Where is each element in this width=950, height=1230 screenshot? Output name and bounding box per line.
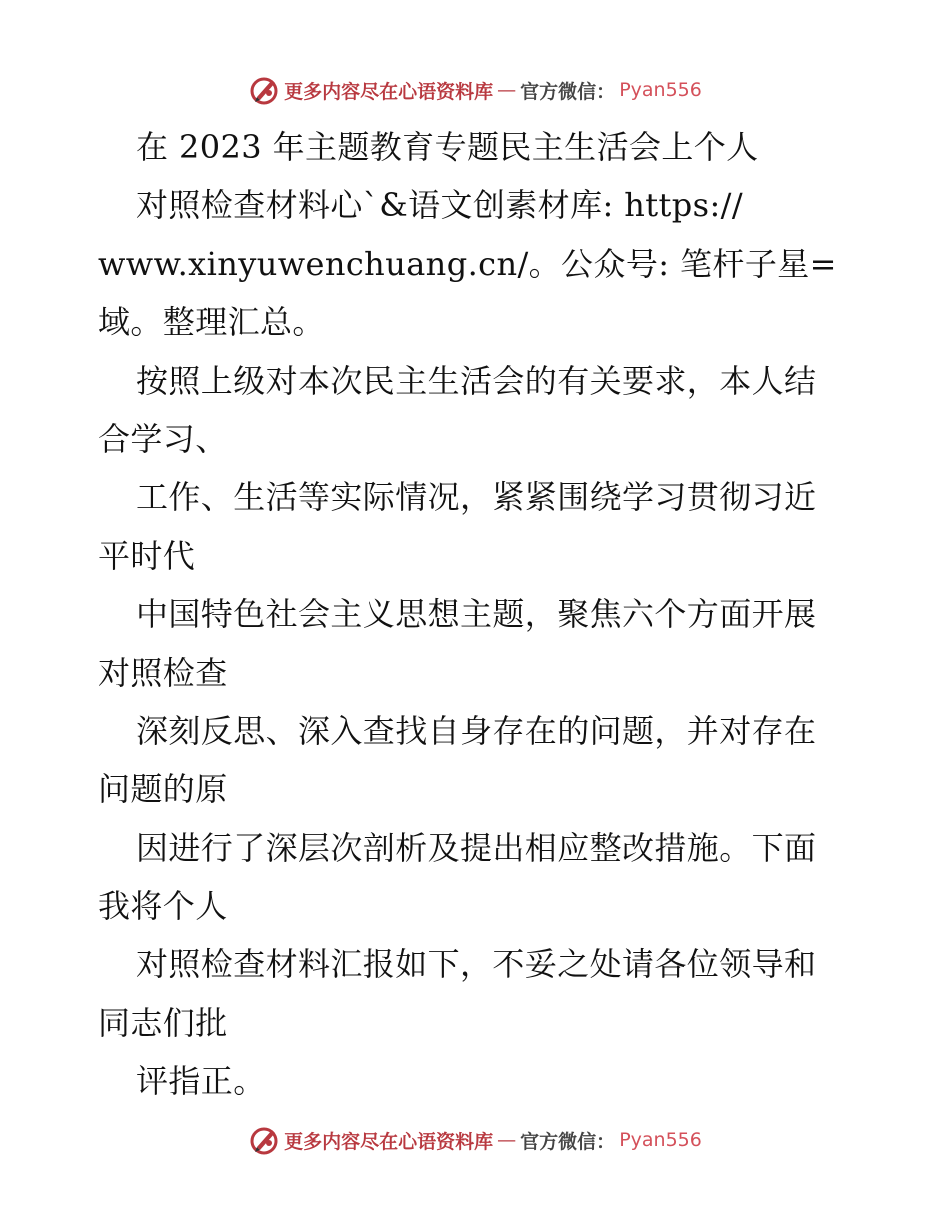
banner-wechat-id: Pyan556 [619, 79, 702, 101]
body-line: 按照上级对本次民主生活会的有关要求，本人结 [136, 361, 817, 400]
body-line: 域。整理汇总。 [98, 303, 325, 342]
banner-main-text: 更多内容尽在心语资料库 [284, 80, 494, 103]
body-line: 平时代 [98, 536, 196, 575]
banner-wechat-label: 官方微信： [520, 80, 616, 103]
body-line: 深刻反思、深入查找自身存在的问题，并对存在 [136, 711, 817, 750]
body-line: 对照检查材料汇报如下，不妥之处请各位领导和 [136, 945, 817, 984]
pen-logo-icon [248, 74, 280, 106]
pen-logo-icon [248, 1124, 280, 1156]
body-line: 合学习、 [98, 419, 228, 458]
body-line: 因进行了深层次剖析及提出相应整改措施。下面 [136, 828, 817, 867]
document-body [98, 118, 858, 1111]
body-line: 评指正。 [136, 1062, 266, 1101]
banner-separator: — [497, 79, 517, 101]
title-line-2: 对照检查材料心`&语文创素材库: https:// [136, 186, 744, 225]
banner-separator: — [497, 1129, 517, 1151]
body-line: 问题的原 [98, 770, 228, 809]
body-line: 工作、生活等实际情况，紧紧围绕学习贯彻习近 [136, 478, 817, 517]
header-banner [0, 70, 950, 110]
body-line: 中国特色社会主义思想主题，聚焦六个方面开展 [136, 595, 817, 634]
banner-wechat-id: Pyan556 [619, 1129, 702, 1151]
footer-banner [0, 1120, 950, 1160]
body-line: 我将个人 [98, 887, 228, 926]
body-line: 同志们批 [98, 1003, 228, 1042]
banner-wechat-label: 官方微信： [520, 1130, 616, 1153]
body-line: www.xinyuwenchuang.cn/。公众号: 笔杆子星= [98, 244, 837, 283]
body-line: 对照检查 [98, 653, 228, 692]
title-line-1: 在 2023 年主题教育专题民主生活会上个人 [136, 128, 759, 166]
banner-main-text: 更多内容尽在心语资料库 [284, 1130, 494, 1153]
